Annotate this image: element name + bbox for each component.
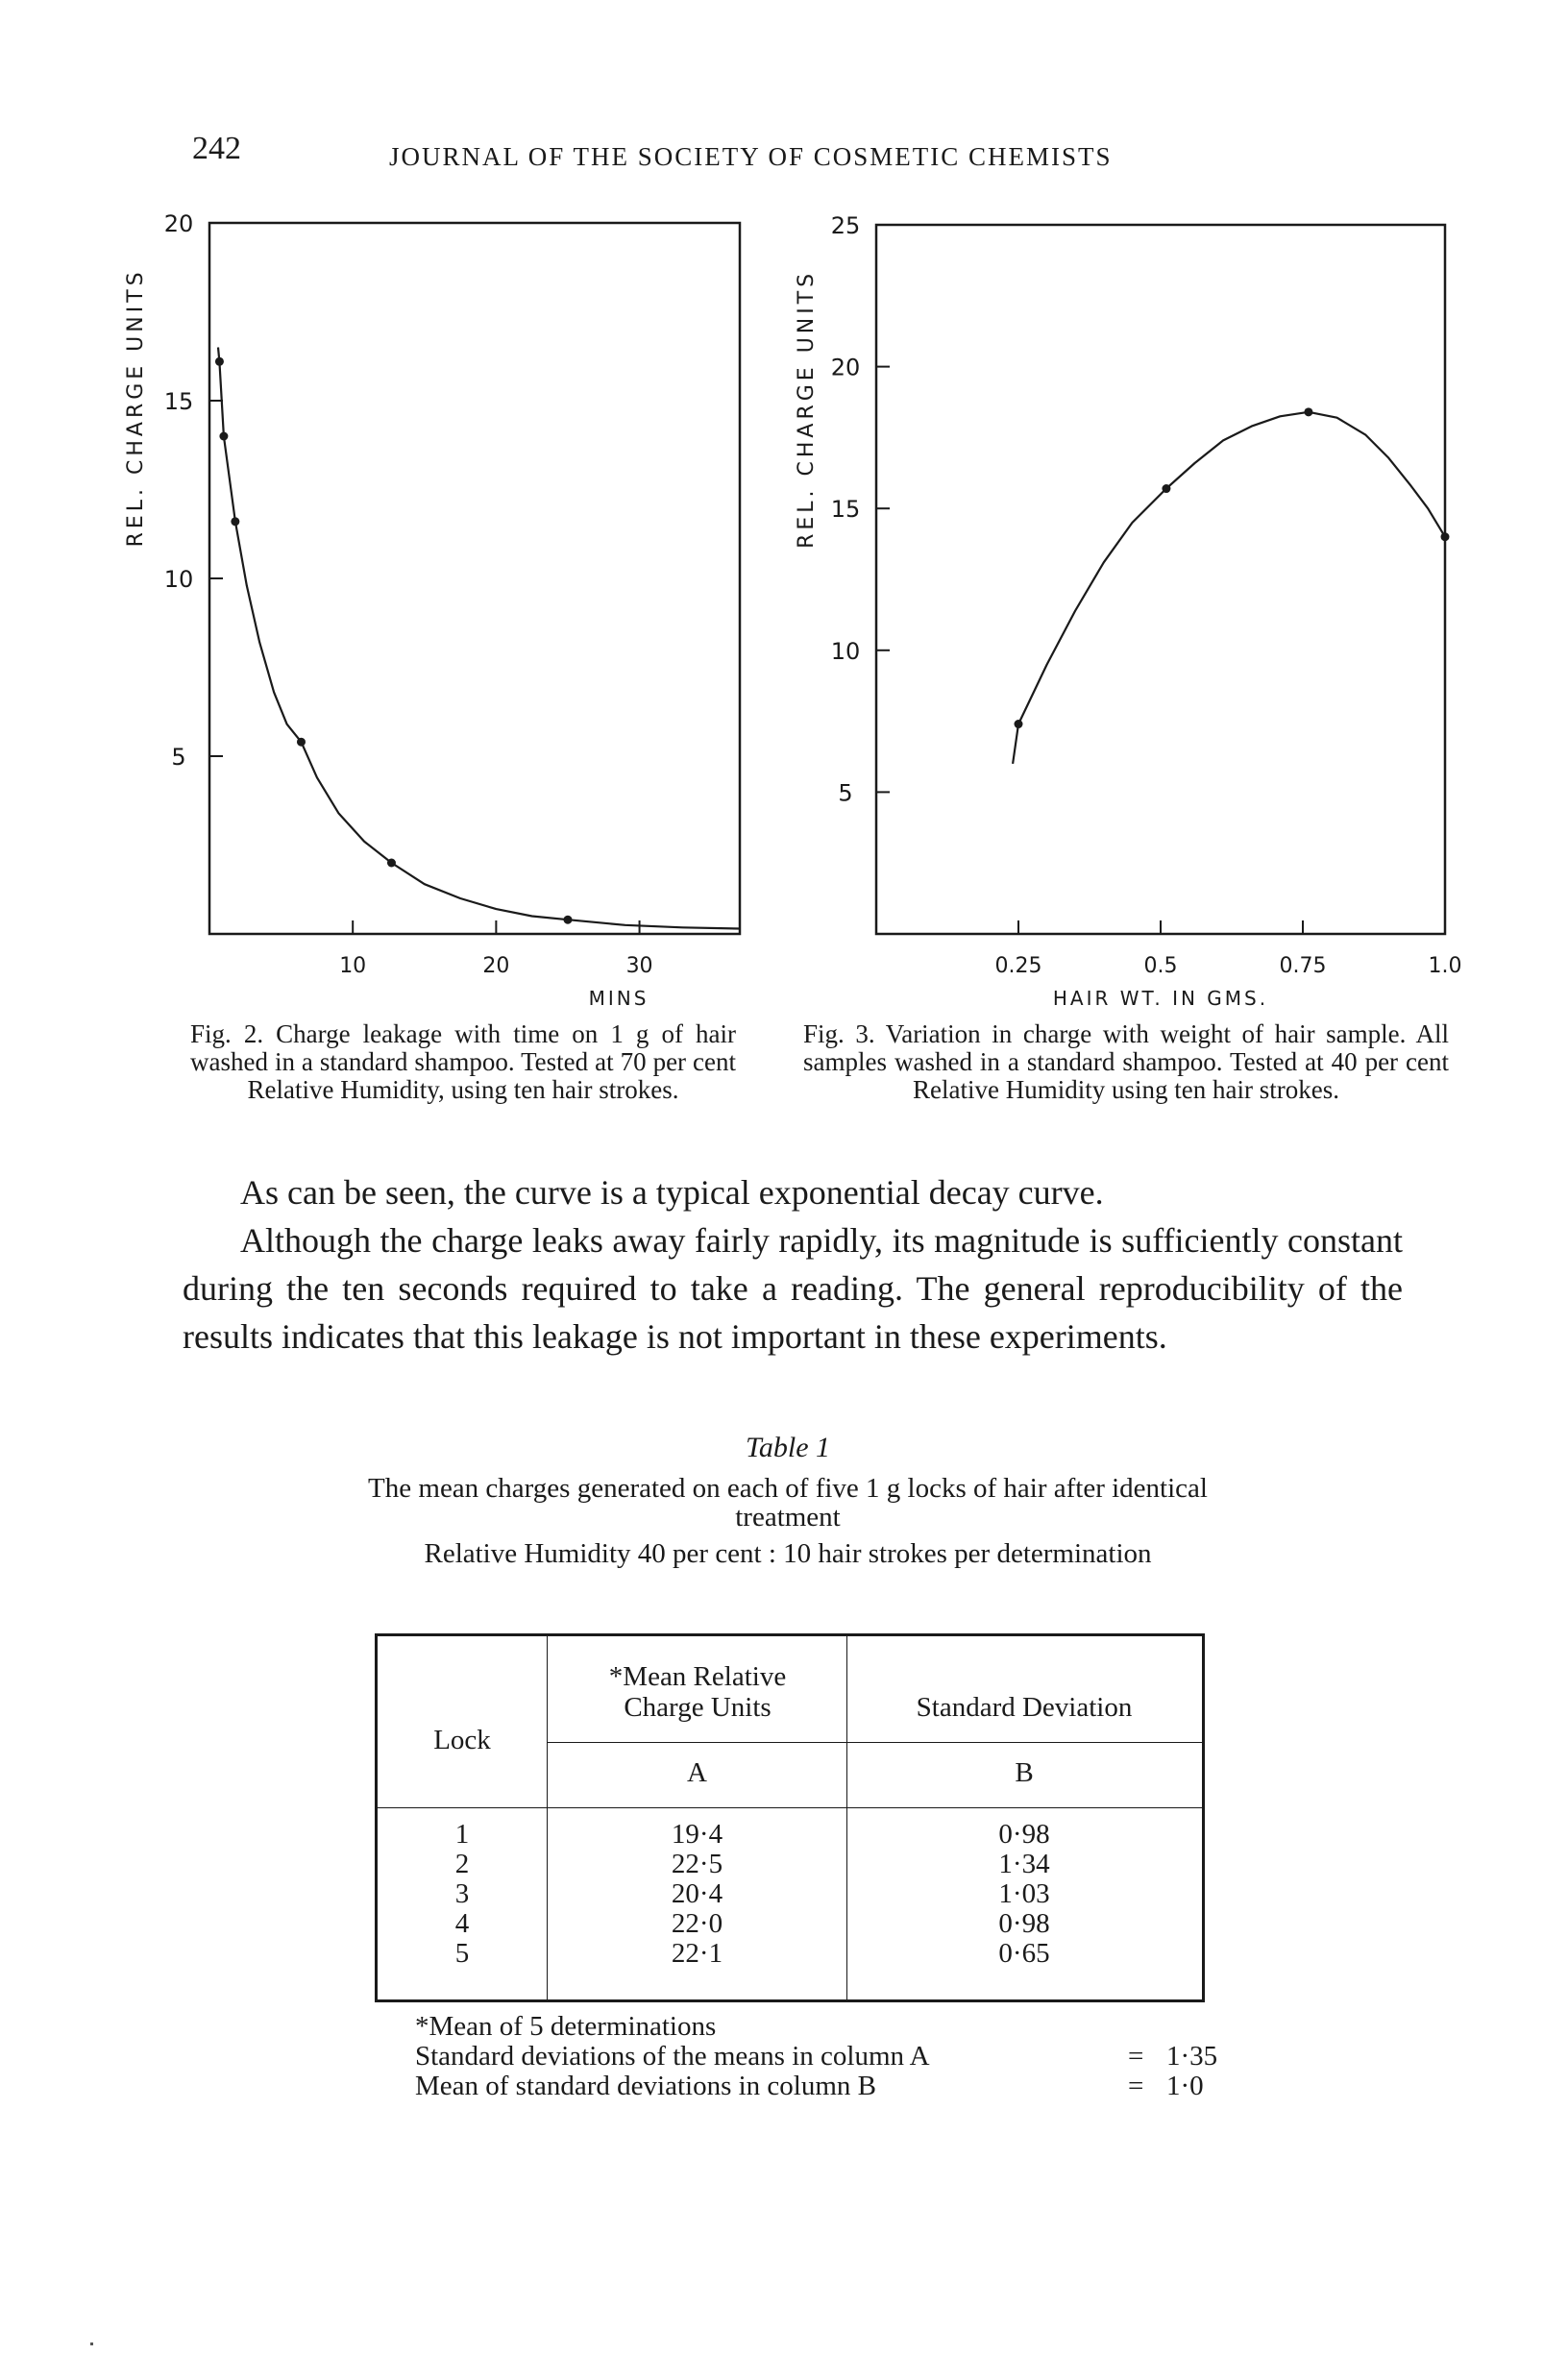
table-cell-lock: 1 xyxy=(454,1819,470,1850)
figure-2-caption: Fig. 2. Charge leakage with time on 1 g of hair washed in a standard shampoo. Tested at 70 per cent Relative Humidity, using ten hair strokes. xyxy=(190,1019,736,1104)
table-cell-a: 22·0 xyxy=(671,1908,723,1939)
table-cell-lock: 5 xyxy=(454,1938,470,1969)
table-caption-line: Relative Humidity 40 per cent : 10 hair strokes per determination xyxy=(424,1538,1152,1569)
y-tick-label: 15 xyxy=(830,496,861,524)
y-tick-label: 5 xyxy=(838,779,853,807)
table-header-b: Standard Deviation xyxy=(916,1692,1133,1723)
table-cell-b: 0·65 xyxy=(998,1938,1050,1969)
x-tick-label: 30 xyxy=(625,954,653,978)
footnote-label: Standard deviations of the means in column A xyxy=(415,2041,930,2072)
table-subheader-b: B xyxy=(1015,1757,1034,1788)
footnote: *Mean of 5 determinations xyxy=(415,2011,717,2042)
data-point xyxy=(1441,532,1450,541)
data-point xyxy=(563,916,572,924)
x-tick-label: 0.25 xyxy=(994,954,1042,978)
plot-frame xyxy=(876,225,1445,934)
data-point xyxy=(1162,484,1170,493)
body-paragraph: As can be seen, the curve is a typical exponential decay curve. xyxy=(240,1173,1104,1212)
plot-frame xyxy=(209,223,740,934)
table-cell-a: 22·5 xyxy=(671,1849,723,1879)
figure-2-chart xyxy=(0,0,1568,1018)
table-cell-lock: 4 xyxy=(454,1908,470,1939)
x-tick-label: 0.5 xyxy=(1143,954,1178,978)
y-tick-label: 10 xyxy=(163,566,194,593)
page-number: 242 xyxy=(192,131,241,166)
table-divider xyxy=(378,1807,1202,1808)
chart-fig2 xyxy=(124,210,740,1010)
table-cell-lock: 3 xyxy=(454,1878,470,1909)
table-caption xyxy=(365,1474,1211,1576)
table-cell-b: 1·03 xyxy=(998,1878,1050,1909)
body-text xyxy=(183,1168,1403,1361)
table-header-lock: Lock xyxy=(433,1725,491,1755)
table-cell-b: 0·98 xyxy=(998,1819,1050,1850)
data-table xyxy=(375,1633,1205,2002)
stray-mark xyxy=(90,2342,93,2345)
x-tick-label: 1.0 xyxy=(1428,954,1462,978)
y-tick-label: 20 xyxy=(830,354,861,381)
data-point xyxy=(215,357,224,366)
data-point xyxy=(231,517,239,526)
x-tick-label: 20 xyxy=(482,954,510,978)
figure-3-caption: Fig. 3. Variation in charge with weight of hair sample. All samples washed in a standard shampoo. Tested at 40 per cent Relative Humidity using ten hair strokes. xyxy=(803,1019,1449,1104)
footnote-value: 1·0 xyxy=(1166,2071,1204,2101)
table-cell-a: 19·4 xyxy=(671,1819,723,1850)
y-tick-label: 5 xyxy=(171,744,186,771)
y-tick-label: 10 xyxy=(830,637,861,665)
y-tick-label: 20 xyxy=(163,210,194,237)
data-point xyxy=(1304,407,1312,416)
footnote-value: 1·35 xyxy=(1166,2041,1218,2072)
table-cell-b: 0·98 xyxy=(998,1908,1050,1939)
table-cell-a: 22·1 xyxy=(671,1938,723,1969)
y-axis-label: REL. CHARGE UNITS xyxy=(795,269,819,549)
footnote-label: Mean of standard deviations in column B xyxy=(415,2071,877,2101)
table-caption-line: The mean charges generated on each of five 1 g locks of hair after identical treatment xyxy=(368,1473,1208,1533)
table-header-a: *Mean Relative Charge Units xyxy=(608,1661,787,1723)
body-paragraph: Although the charge leaks away fairly rapidly, its magnitude is sufficiently constant during the ten seconds required to take a reading. The general reproducibility of the results indicates that this leakage is not important in these experiments. xyxy=(183,1221,1403,1356)
table-divider xyxy=(548,1742,1202,1743)
chart-fig3 xyxy=(795,212,1462,1010)
data-point xyxy=(219,432,228,441)
series-line xyxy=(1013,412,1445,764)
x-axis-label: HAIR WT. IN GMS. xyxy=(1052,987,1269,1010)
table-cell-b: 1·34 xyxy=(998,1849,1050,1879)
x-tick-label: 0.75 xyxy=(1279,954,1327,978)
table-label: Table 1 xyxy=(745,1432,831,1463)
y-tick-label: 25 xyxy=(830,212,861,239)
x-axis-label: MINS xyxy=(588,987,649,1010)
running-head: JOURNAL OF THE SOCIETY OF COSMETIC CHEMISTS xyxy=(389,142,1113,171)
y-axis-label: REL. CHARGE UNITS xyxy=(124,268,148,548)
footnote-equals: = xyxy=(1128,2071,1144,2101)
y-tick-label: 15 xyxy=(163,388,194,415)
data-point xyxy=(1015,720,1023,728)
table-subheader-a: A xyxy=(687,1757,707,1788)
x-tick-label: 10 xyxy=(339,954,367,978)
table-cell-lock: 2 xyxy=(454,1849,470,1879)
table-cell-a: 20·4 xyxy=(671,1878,723,1909)
data-point xyxy=(297,738,306,747)
table-footnotes xyxy=(415,2011,1218,2101)
footnote-equals: = xyxy=(1128,2041,1144,2072)
series-line xyxy=(218,348,740,929)
data-point xyxy=(387,859,396,868)
